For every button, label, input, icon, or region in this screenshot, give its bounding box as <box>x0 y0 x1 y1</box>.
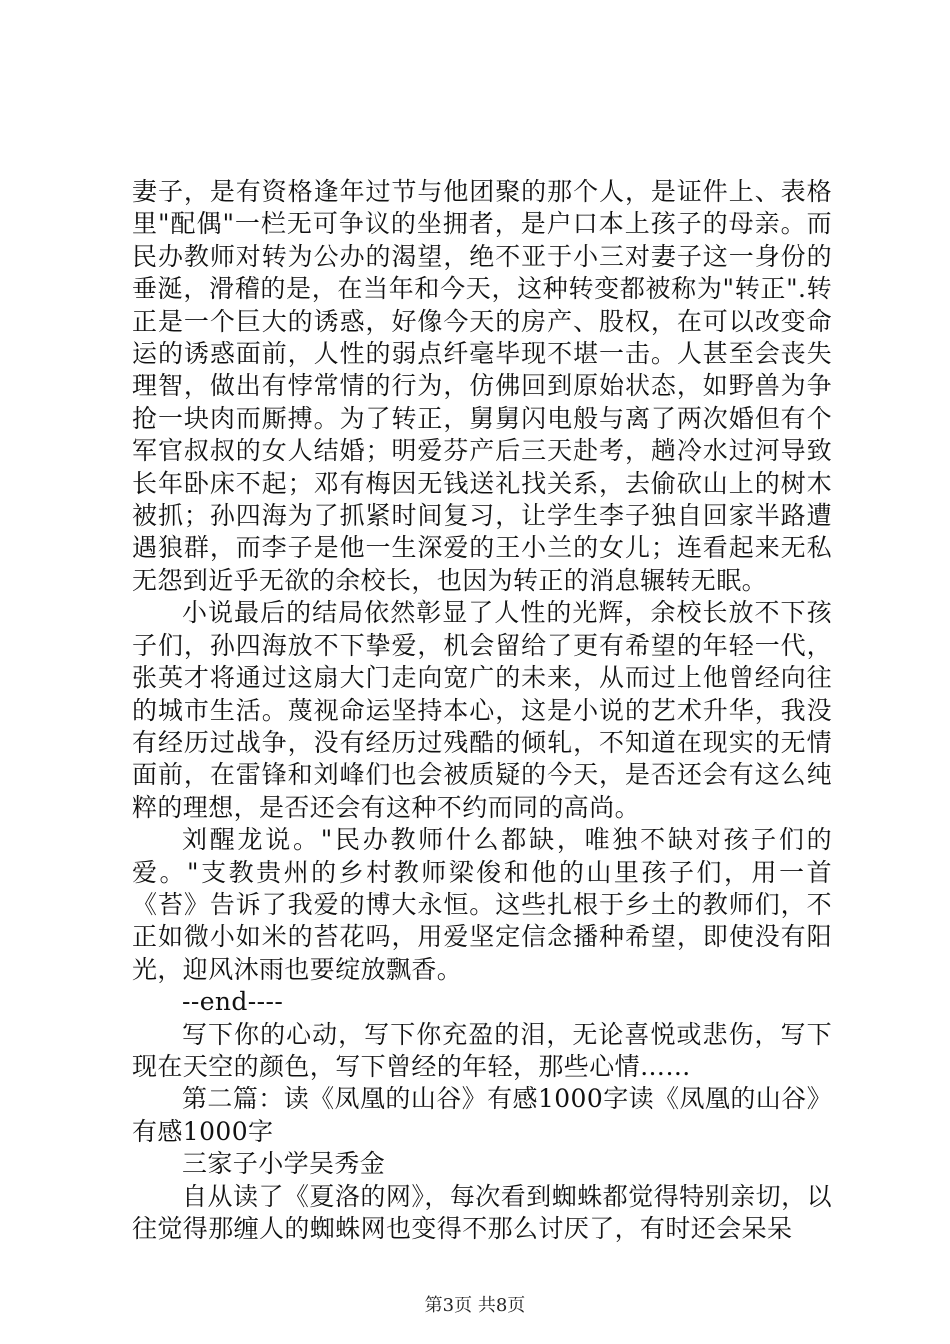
document-body <box>132 176 832 1245</box>
section-heading-second-article: 第二篇：读《凤凰的山谷》有感1000字读《凤凰的山谷》有感1000字 <box>132 1084 832 1146</box>
paragraph-liu-xinglong-quote: 刘醒龙说。"民办教师什么都缺，唯独不缺对孩子们的爱。"支教贵州的乡村教师梁俊和他的山里孩子们，用一首《苔》告诉了我爱的博大永恒。这些扎根于乡土的教师们，不正如微小如米的苔花吗，用爱坚定信念播种希望，即使没有阳光，迎风沐雨也要绽放飘香。 <box>132 825 832 984</box>
paragraph-end-marker: --end---- <box>182 987 284 1017</box>
paragraph-novel-ending: 小说最后的结局依然彰显了人性的光辉，余校长放不下孩子们，孙四海放不下挚爱，机会留给了更有希望的年轻一代，张英才将通过这扇大门走向宽广的未来，从而过上他曾经向往的城市生活。蔑视命运坚持本心，这是小说的艺术升华，我没有经历过战争，没有经历过残酷的倾轧，不知道在现实的无情面前，在雷锋和刘峰们也会被质疑的今天，是否还会有这么纯粹的理想，是否还会有这种不约而同的高尚。 <box>132 598 832 822</box>
paragraph-transfer-temptation: 妻子，是有资格逢年过节与他团聚的那个人，是证件上、表格里"配偶"一栏无可争议的坐拥者，是户口本上孩子的母亲。而民办教师对转为公办的渴望，绝不亚于小三对妻子这一身份的垂涎，滑稽的是，在当年和今天，这种转变都被称为"转正".转正是一个巨大的诱惑，好像今天的房产、股权，在可以改变命运的诱惑面前，人性的弱点纤毫毕现不堪一击。人甚至会丧失理智，做出有悖常情的行为，仿佛回到原始状态，如野兽为争抢一块肉而厮搏。为了转正，舅舅闪电般与离了两次婚但有个军官叔叔的女人结婚；明爱芬产后三天赴考，趟冷水过河导致长年卧床不起；邓有梅因无钱送礼找关系，去偷砍山上的树木被抓；孙四海为了抓紧时间复习，让学生李子独自回家半路遭遇狼群，而李子是他一生深爱的王小兰的女儿；连看起来无私无怨到近乎无欲的余校长，也因为转正的消息辗转无眠。 <box>132 177 832 595</box>
page-number-footer: 第3页 共8页 <box>424 1295 526 1316</box>
paragraph-closing-remark: 写下你的心动，写下你充盈的泪，无论喜悦或悲伤，写下现在天空的颜色，写下曾经的年轻，那些心情…… <box>132 1019 832 1081</box>
author-line: 三家子小学吴秀金 <box>182 1149 386 1179</box>
paragraph-charlottes-web: 自从读了《夏洛的网》，每次看到蜘蛛都觉得特别亲切，以往觉得那缠人的蜘蛛网也变得不那么讨厌了，有时还会呆呆 <box>132 1181 832 1243</box>
